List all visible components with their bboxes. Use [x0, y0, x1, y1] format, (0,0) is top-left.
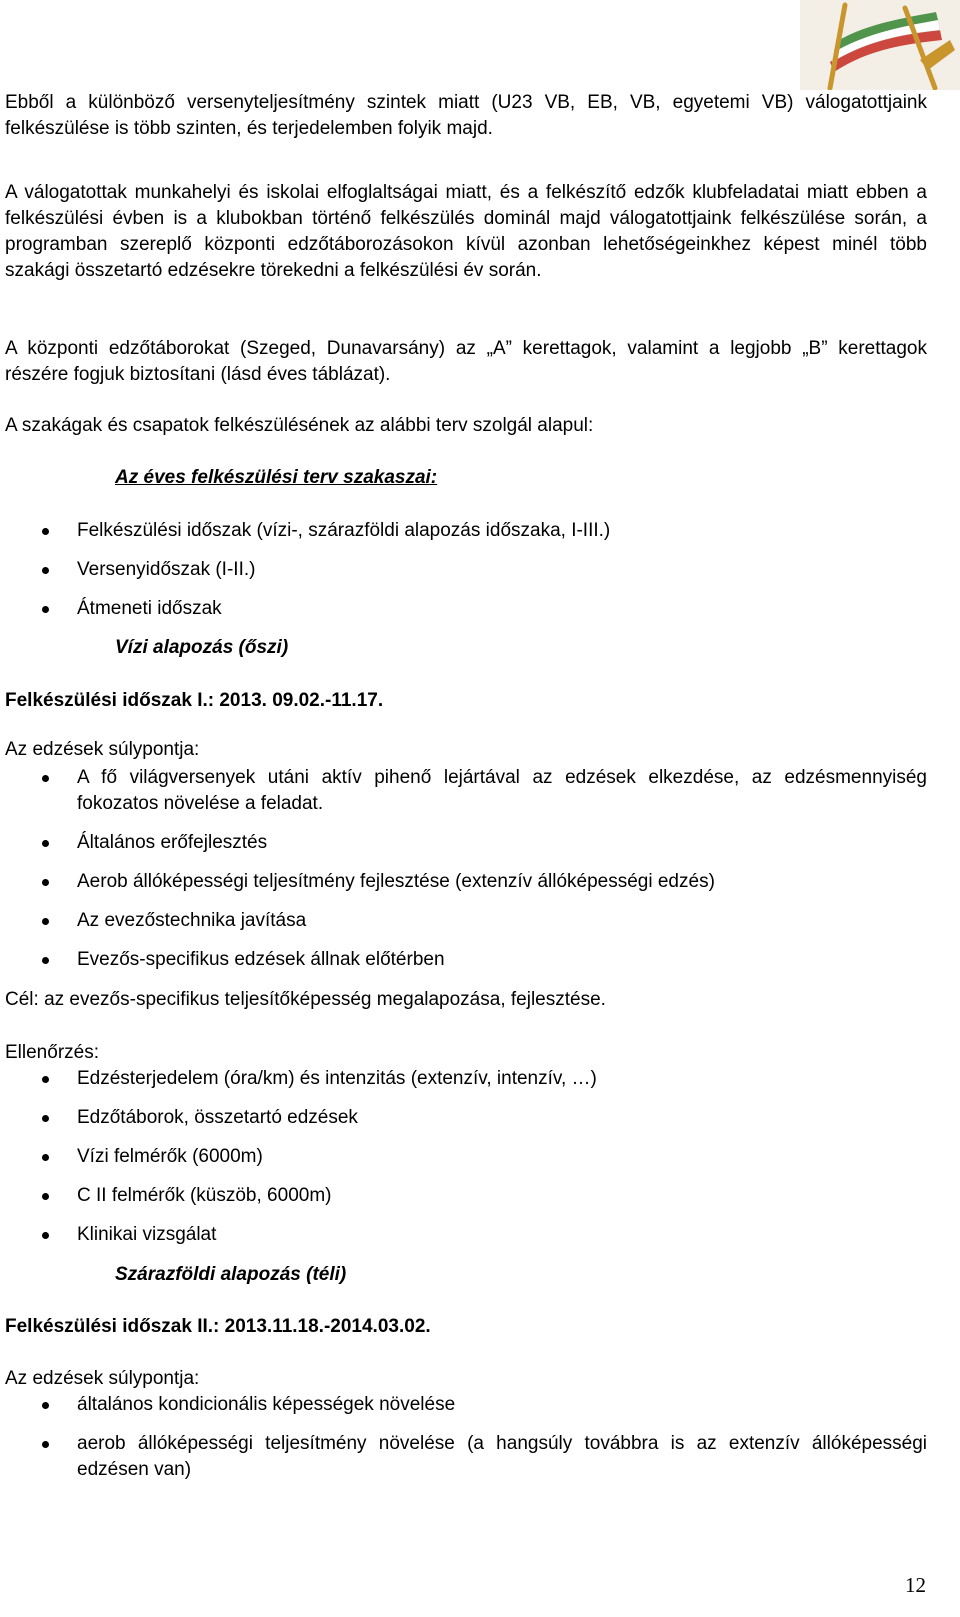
section1-goal: Cél: az evezős-specifikus teljesítőképesség megalapozása, fejlesztése. [5, 989, 606, 1010]
list-item: Felkészülési időszak (vízi-, szárazföldi alapozás időszaka, I-III.) [5, 518, 927, 544]
section1-subtitle: Vízi alapozás (őszi) [115, 637, 289, 658]
section1-focus-label: Az edzések súlypontja: [5, 739, 200, 760]
page-number: 12 [905, 1573, 926, 1597]
bullet-icon [42, 1115, 49, 1122]
section1-check-list [5, 1066, 927, 1248]
bullet-icon [42, 918, 49, 925]
plan-title: Az éves felkészülési terv szakaszai: [115, 467, 438, 488]
list-item: aerob állóképességi teljesítmény növelése (a hangsúly továbbra is az extenzív állóképességi edzésen van) [5, 1431, 927, 1483]
list-item: A fő világversenyek utáni aktív pihenő lejártával az edzések elkezdése, az edzésmennyiség fokozatos növelése a feladat. [5, 765, 927, 817]
section2-focus-label: Az edzések súlypontja: [5, 1368, 200, 1389]
list-item: általános kondicionális képességek növelése [5, 1392, 927, 1418]
list-item: Klinikai vizsgálat [5, 1222, 927, 1248]
section2-period: Felkészülési időszak II.: 2013.11.18.-2014.03.02. [5, 1316, 431, 1337]
list-item: Versenyidőszak (I-II.) [5, 557, 927, 583]
list-item: Edzőtáborok, összetartó edzések [5, 1105, 927, 1131]
bullet-icon [42, 1232, 49, 1239]
bullet-icon [42, 775, 49, 782]
bullet-icon [42, 1441, 49, 1448]
section2-focus-list [5, 1392, 927, 1483]
bullet-icon [42, 1154, 49, 1161]
bullet-icon [42, 879, 49, 886]
section1-check-label: Ellenőrzés: [5, 1042, 99, 1063]
list-item: Edzésterjedelem (óra/km) és intenzitás (extenzív, intenzív, …) [5, 1066, 927, 1092]
list-item: Aerob állóképességi teljesítmény fejlesztése (extenzív állóképességi edzés) [5, 869, 927, 895]
bullet-icon [42, 840, 49, 847]
plan-intro-paragraph: A szakágak és csapatok felkészülésének az alábbi terv szolgál alapul: [5, 415, 594, 436]
list-item: Vízi felmérők (6000m) [5, 1144, 927, 1170]
section1-focus-list [5, 765, 927, 973]
bullet-icon [42, 1193, 49, 1200]
list-item: C II felmérők (küszöb, 6000m) [5, 1183, 927, 1209]
bullet-icon [42, 606, 49, 613]
bullet-icon [42, 957, 49, 964]
camps-paragraph: A központi edzőtáborokat (Szeged, Dunavarsány) az „A” kerettagok, valamint a legjobb „B” kerettagok részére fogjuk biztosítani (lásd éves táblázat). [5, 338, 927, 385]
bullet-icon [42, 1402, 49, 1409]
bullet-icon [42, 1076, 49, 1083]
federation-logo [800, 0, 960, 90]
intro-paragraph: Ebből a különböző versenyteljesítmény szintek miatt (U23 VB, EB, VB, egyetemi VB) válogatottjaink felkészülése is több szinten, és terjedelemben folyik majd. [5, 92, 927, 139]
list-item: Átmeneti időszak [5, 596, 927, 622]
list-item: Evezős-specifikus edzések állnak előtérben [5, 947, 927, 973]
list-item: Általános erőfejlesztés [5, 830, 927, 856]
list-item: Az evezőstechnika javítása [5, 908, 927, 934]
bullet-icon [42, 528, 49, 535]
phase-list [5, 518, 927, 622]
section1-period: Felkészülési időszak I.: 2013. 09.02.-11.17. [5, 690, 384, 711]
section2-subtitle: Szárazföldi alapozás (téli) [115, 1264, 347, 1285]
clubs-paragraph: A válogatottak munkahelyi és iskolai elfoglaltságai miatt, és a felkészítő edzők klubfeladatai miatt ebben a felkészülési évben is a klubokban történő felkészülés dominál majd válogatottjaink felkészülése során, a programban szereplő központi edzőtáborozásokon kívül azonban lehetőségeinkhez képest minél több szakági összetartó edzésekre törekedni a felkészülési év során. [5, 182, 927, 281]
bullet-icon [42, 567, 49, 574]
